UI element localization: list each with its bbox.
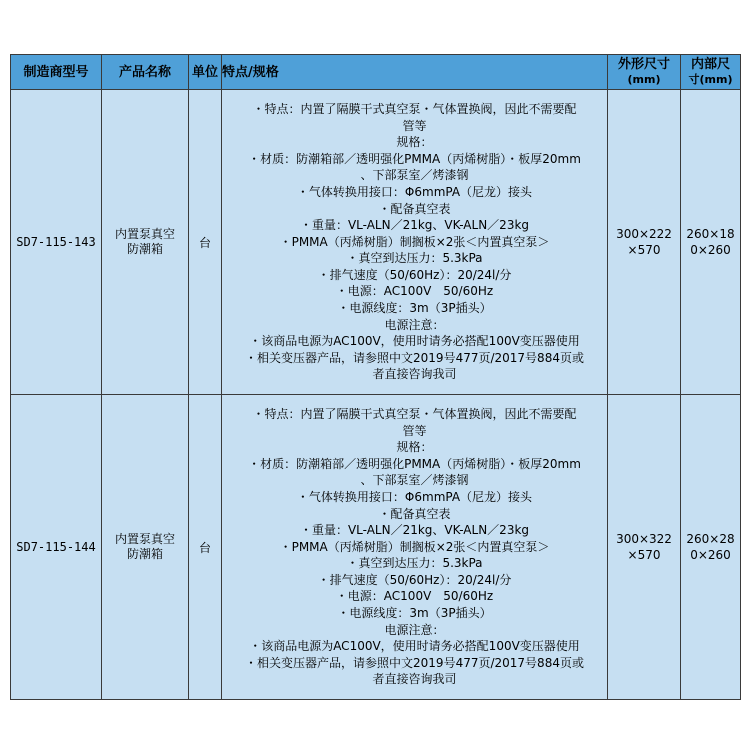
feature-line: ・排气速度（50/60Hz）：20/24l/分 [317,572,512,587]
outer-dim-line: ×570 [627,243,661,257]
feature-line: ・排气速度（50/60Hz）：20/24l/分 [317,267,512,282]
feature-line: ・配备真空表 [378,506,451,521]
feature-line: ・配备真空表 [378,201,451,216]
product-spec-table [10,54,741,700]
feature-line: ・PMMA（丙烯树脂）制搁板×2张＜内置真空泵＞ [279,234,550,249]
feature-line: 电源注意： [384,622,445,637]
header-unit: 单位 [189,55,222,90]
feature-line: ・电源：AC100V 50/60Hz [335,284,494,299]
header-features: 特点/规格 [222,55,608,90]
header-inner-line2: 寸(mm) [688,73,733,86]
inner-dimensions-cell [681,395,741,700]
feature-line: ・气体转换用接口：Φ6mmPA（尼龙）接头 [296,184,533,199]
header-inner-line1: 内部尺 [690,57,730,72]
inner-dim-line: 260×28 [686,532,735,546]
table-row [11,395,741,700]
feature-line: ・气体转换用接口：Φ6mmPA（尼龙）接头 [296,489,533,504]
header-product-name: 产品名称 [102,55,189,90]
table-body [11,90,741,700]
feature-line: ・材质：防潮箱部／透明强化PMMA（丙烯树脂）・板厚20mm [248,456,581,471]
unit-cell: 台 [189,395,222,700]
features-cell [222,395,608,700]
header-outer-line2: (mm) [627,73,661,86]
inner-dim-line: 0×260 [690,548,731,562]
product-name-cell [102,395,189,700]
product-name-cell [102,90,189,395]
product-name-line: 内置泵真空 [114,227,175,241]
feature-line: 者直接咨询我司 [372,367,457,382]
feature-line: ・电源线度：3m（3P插头） [337,606,492,621]
feature-line: ・相关变压器产品，请参照中文2019号477页/2017号884页或 [245,655,584,670]
feature-line: ・电源线度：3m（3P插头） [337,301,492,316]
feature-line: 规格： [396,440,433,455]
feature-line: ・真空到达压力：5.3kPa [346,251,483,266]
inner-dim-line: 0×260 [690,243,731,257]
table-row [11,90,741,395]
feature-line: ・特点：内置了隔膜干式真空泵・气体置换阀，因此不需要配 [252,101,577,116]
product-name-line: 防潮箱 [126,242,163,256]
feature-line: ・材质：防潮箱部／透明强化PMMA（丙烯树脂）・板厚20mm [248,151,581,166]
outer-dimensions-cell [608,90,681,395]
outer-dim-line: ×570 [627,548,661,562]
feature-line: 规格： [396,135,433,150]
feature-line: 、下部泵室／烤漆钢 [360,473,469,488]
feature-line: 、下部泵室／烤漆钢 [360,168,469,183]
feature-line: ・重量：VL-ALN／21kg、VK-ALN／23kg [299,218,530,233]
product-name-line: 防潮箱 [126,547,163,561]
header-model: 制造商型号 [11,55,102,90]
feature-line: 者直接咨询我司 [372,672,457,687]
feature-line: ・电源：AC100V 50/60Hz [335,589,494,604]
feature-line: 管等 [402,118,427,133]
unit-cell: 台 [189,90,222,395]
inner-dim-line: 260×18 [686,227,735,241]
feature-line: ・重量：VL-ALN／21kg、VK-ALN／23kg [299,523,530,538]
header-inner-dimensions [681,55,741,90]
header-outer-dimensions [608,55,681,90]
product-name-line: 内置泵真空 [114,532,175,546]
feature-line: ・相关变压器产品，请参照中文2019号477页/2017号884页或 [245,350,584,365]
table-header-row [11,55,741,90]
feature-line: ・真空到达压力：5.3kPa [346,556,483,571]
outer-dimensions-cell [608,395,681,700]
model-cell: SD7-115-144 [11,395,102,700]
feature-line: 电源注意： [384,317,445,332]
inner-dimensions-cell [681,90,741,395]
outer-dim-line: 300×222 [616,227,672,241]
feature-line: ・该商品电源为AC100V，使用时请务必搭配100V变压器使用 [249,334,580,349]
feature-line: ・该商品电源为AC100V，使用时请务必搭配100V变压器使用 [249,639,580,654]
feature-line: 管等 [402,423,427,438]
feature-line: ・PMMA（丙烯树脂）制搁板×2张＜内置真空泵＞ [279,539,550,554]
header-outer-line1: 外形尺寸 [617,57,670,72]
model-cell: SD7-115-143 [11,90,102,395]
features-cell [222,90,608,395]
feature-line: ・特点：内置了隔膜干式真空泵・气体置换阀，因此不需要配 [252,406,577,421]
outer-dim-line: 300×322 [616,532,672,546]
